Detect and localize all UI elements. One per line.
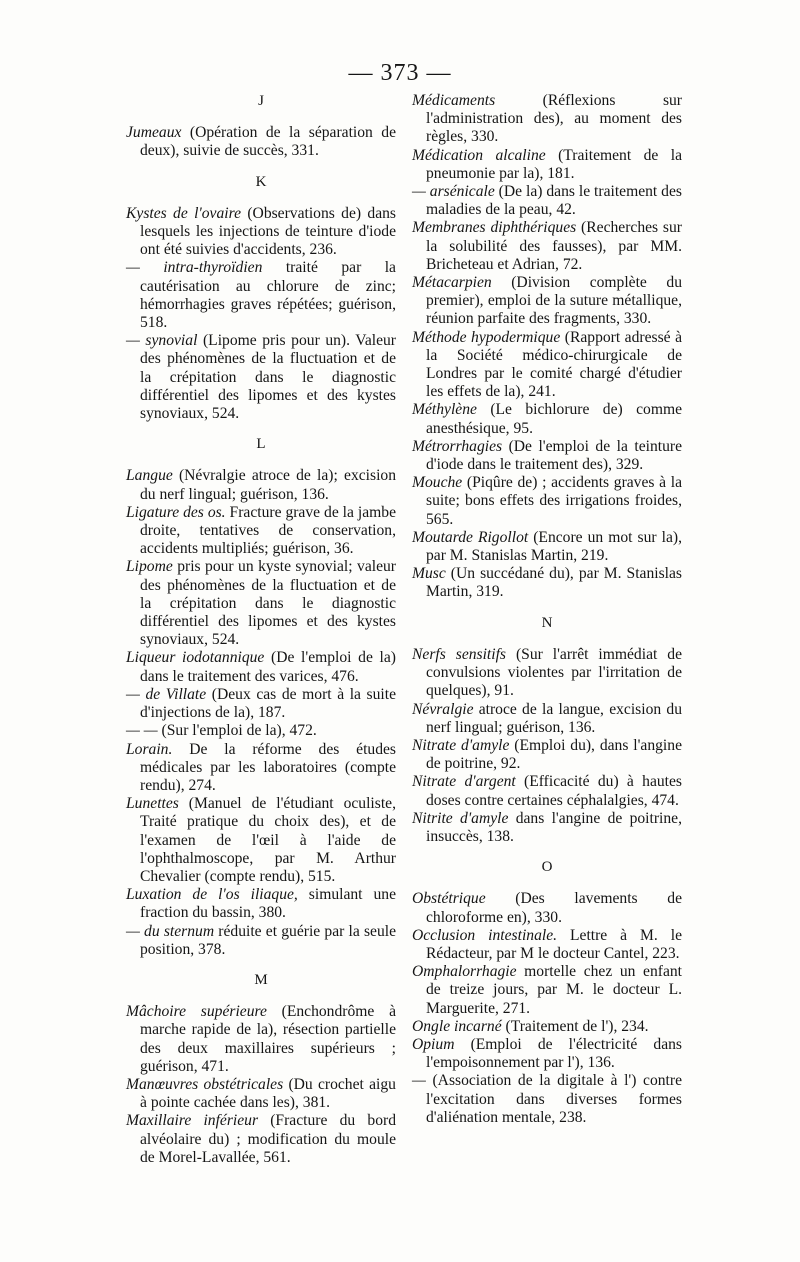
index-entry [126,886,396,922]
entry-headword: — intra-thyroïdien [126,259,263,277]
entry-text: (Association de la digitale à l') contre l'excitation dans diverses formes d'aliénation mentale, 238. [425,1072,682,1126]
entry-headword: — arsénicale [412,183,495,201]
entries-j [126,124,396,160]
entry-text: dans l'angine de poitrine, insuccès, 138. [426,809,682,845]
entry-text: (Efficacité du) à hautes doses contre certaines céphalalgies, 474. [426,773,682,809]
entry-text: (Recherches sur la solubilité des fausses), par MM. Bricheteau et Adrian, 72. [426,219,682,273]
index-entry [126,1003,396,1076]
page-number: — 373 — [348,60,452,86]
entry-headword: Métacarpien [412,274,492,292]
entry-text: Fracture grave de la jambe droite, tentatives de conservation, accidents multipliés; guérison, 36. [140,503,396,558]
entry-text: réduite et guérie par la seule position, 378. [140,922,396,958]
index-entry [412,474,682,529]
index-entry [126,686,396,722]
entry-headword: — de Villate [126,685,207,703]
index-entry [126,1112,396,1167]
index-entry [412,1036,682,1072]
index-entry [412,810,682,846]
entry-text: De la réforme des études médicales par les laboratoires (compte rendu), 274. [140,740,396,794]
index-entry [412,1072,682,1127]
entry-headword: Métrorrhagies [412,437,503,455]
entries-o [412,890,682,1127]
index-entry [126,467,396,503]
index-entry [126,332,396,423]
entry-headword: Lunettes [126,795,179,813]
entry-headword: Kystes de l'ovaire [126,204,242,222]
index-entry [126,1076,396,1112]
index-entry [126,504,396,559]
index-entry [126,649,396,685]
index-entry [126,722,396,740]
entry-text: simulant une fraction du bassin, 380. [140,886,396,922]
entry-text: (Sur l'emploi de la), 472. [157,722,317,740]
index-entry [126,558,396,649]
entry-text: (Encore un mot sur la), par M. Stanislas Martin, 219. [426,528,682,565]
entry-headword: Maxillaire inférieur [126,1112,259,1130]
entry-headword: Nitrate d'amyle [412,736,510,754]
entry-headword: — du sternum [126,922,215,940]
index-entry [126,205,396,260]
entry-headword: Méthode hypodermique [412,328,561,346]
entry-headword: Musc [412,565,446,583]
entry-text: (Traitement de la pneumonie par la), 181. [426,146,682,182]
index-entry [412,565,682,601]
index-entry [412,927,682,963]
entry-headword: Nerfs sensitifs [412,645,506,663]
entry-text: (Rapport adressé à la Société médico-chirurgicale de Londres par le comité chargé d'étudier les effets de la), 241. [426,328,682,401]
entry-text: (Observations de) dans lesquels les injections de teinture d'iode ont été suivies d'accidents, 236. [140,204,397,259]
index-entry [126,923,396,959]
index-entry [126,124,396,160]
entry-text: (Division complète du premier), emploi de la suture métallique, réunion parfaite des fragments, 330. [426,274,682,328]
section-heading-m: M [254,971,268,988]
index-entry [412,438,682,474]
entry-text: (Sur l'arrêt immédiat de convulsions violentes par l'irritation de quelques), 91. [426,645,682,700]
entry-text: (Lipome pris pour un). Valeur des phénomènes de la fluctuation et de la crépitation dans le diagnostic différentiel des lipomes et des kystes synoviaux, 524. [140,332,397,423]
index-entry [412,890,682,926]
entry-text: (Traitement de l'), 234. [501,1017,649,1035]
right-column [412,92,682,1127]
entry-text: (Deux cas de mort à la suite d'injections de la), 187. [140,685,397,722]
entry-text: (Emploi de l'électricité dans l'empoisonnement par l'), 136. [426,1035,682,1072]
section-heading-l: L [256,436,266,453]
entries-l [126,467,396,958]
entry-text: (Enchondrôme à marche rapide de la), résection partielle des deux maxillaires supérieurs ; guérison, 471. [140,1003,396,1075]
index-entry [412,219,682,274]
index-entry [412,401,682,437]
entries-m-continued [412,92,682,602]
entry-headword: Médication alcaline [412,146,546,164]
entry-headword: Occlusion intestinale. [412,926,558,944]
entry-text: (Fracture du bord alvéolaire du) ; modification du moule de Morel-Lavallée, 561. [140,1112,396,1166]
index-entry [412,147,682,183]
index-entry [126,259,396,332]
entry-headword: Mâchoire supérieure [126,1003,267,1021]
entry-headword: Nitrate d'argent [412,773,516,791]
left-column [126,92,396,1167]
entry-headword: Névralgie [412,700,474,718]
entry-text: (Des lavements de chloroforme en), 330. [426,890,682,926]
entry-text: (De la) dans le traitement des maladies de la peau, 42. [426,183,682,219]
entry-text: atroce de la langue, excision du nerf lingual; guérison, 136. [426,700,682,736]
index-entry [412,1018,682,1036]
entry-headword: Opium [412,1035,455,1053]
entry-headword: Ligature des os. [126,503,226,521]
entry-headword: Membranes diphthériques [412,219,577,237]
entry-text: Lettre à M. le Rédacteur, par M le docteur Cantel, 223. [426,926,682,962]
index-entry [412,329,682,402]
entries-k [126,205,396,423]
entry-text: (Opération de la séparation de deux), suivie de succès, 331. [140,124,396,160]
entry-text: mortelle chez un enfant de treize jours, par M. le docteur L. Marguerite, 271. [426,963,682,1017]
entry-headword: Moutarde Rigollot [412,528,529,546]
index-entry [412,737,682,773]
index-entry [412,963,682,1018]
section-heading-o: O [541,859,553,876]
entry-headword: — — [126,722,158,740]
entry-text: (Le bichlorure de) comme anesthésique, 95. [426,401,682,437]
entries-m [126,1003,396,1167]
entry-text: (Du crochet aigu à pointe cachée dans les), 381. [140,1075,396,1112]
entry-text: traité par la cautérisation au chlorure de zinc; hémorrhagies graves répétées; guérison, 518. [140,259,396,332]
entry-headword: Méthylène [412,401,477,419]
index-entry [126,795,396,886]
section-heading-k: K [255,173,267,190]
section-heading-n: N [541,614,553,631]
entry-headword: Mouche [412,474,463,492]
entry-headword: Manœuvres obstétricales [126,1075,284,1093]
entry-text: (Manuel de l'étudiant oculiste, Traité pratique du choix des), et de l'examen de l'œil à l'aide de l'ophthalmoscope, par M. Arthur Chevalier (compte rendu), 515. [140,795,396,885]
entries-n [412,646,682,846]
entry-text: pris pour un kyste synovial; valeur des phénomènes de la fluctuation et de la crépitation dans le diagnostic différentiel des lipomes et des kystes synoviaux, 524. [140,558,396,649]
entry-headword: — synovial [126,332,198,350]
index-entry [412,646,682,701]
entry-headword: Lipome [126,558,173,576]
entry-text: (De l'emploi de la teinture d'iode dans le traitement des), 329. [426,437,682,474]
entry-text: (Un succédané du), par M. Stanislas Martin, 319. [426,565,682,601]
index-entry [412,701,682,737]
entry-headword: Ongle incarné [412,1017,502,1035]
index-entry [412,773,682,809]
section-heading-j: J [258,93,264,109]
entry-text: (Emploi du), dans l'angine de poitrine, 92. [426,736,682,773]
entry-headword: Nitrite d'amyle [412,809,509,827]
index-entry [412,274,682,329]
index-entry [412,183,682,219]
entry-headword: Langue [126,467,173,485]
entry-text: (Névralgie atroce de la); excision du nerf lingual; guérison, 136. [140,467,396,503]
entry-text: (Réflexions sur l'administration des), au moment des règles, 330. [426,92,682,146]
entry-headword: Omphalorrhagie [412,963,517,981]
entry-text: (Piqûre de) ; accidents graves à la suite; bons effets des irrigations froides, 565. [426,474,682,528]
index-entry [412,92,682,147]
index-entry [412,529,682,565]
entry-headword: — [412,1072,426,1090]
entry-headword: Obstétrique [412,890,486,908]
entry-headword: Luxation de l'os iliaque, [126,886,298,904]
entry-headword: Liqueur iodotannique [126,649,265,667]
entry-text: (De l'emploi de la) dans le traitement des varices, 476. [140,649,396,685]
entry-headword: Jumeaux [126,124,182,142]
entry-headword: Lorain. [126,740,173,758]
index-entry [126,741,396,796]
entry-headword: Médicaments [412,92,496,109]
